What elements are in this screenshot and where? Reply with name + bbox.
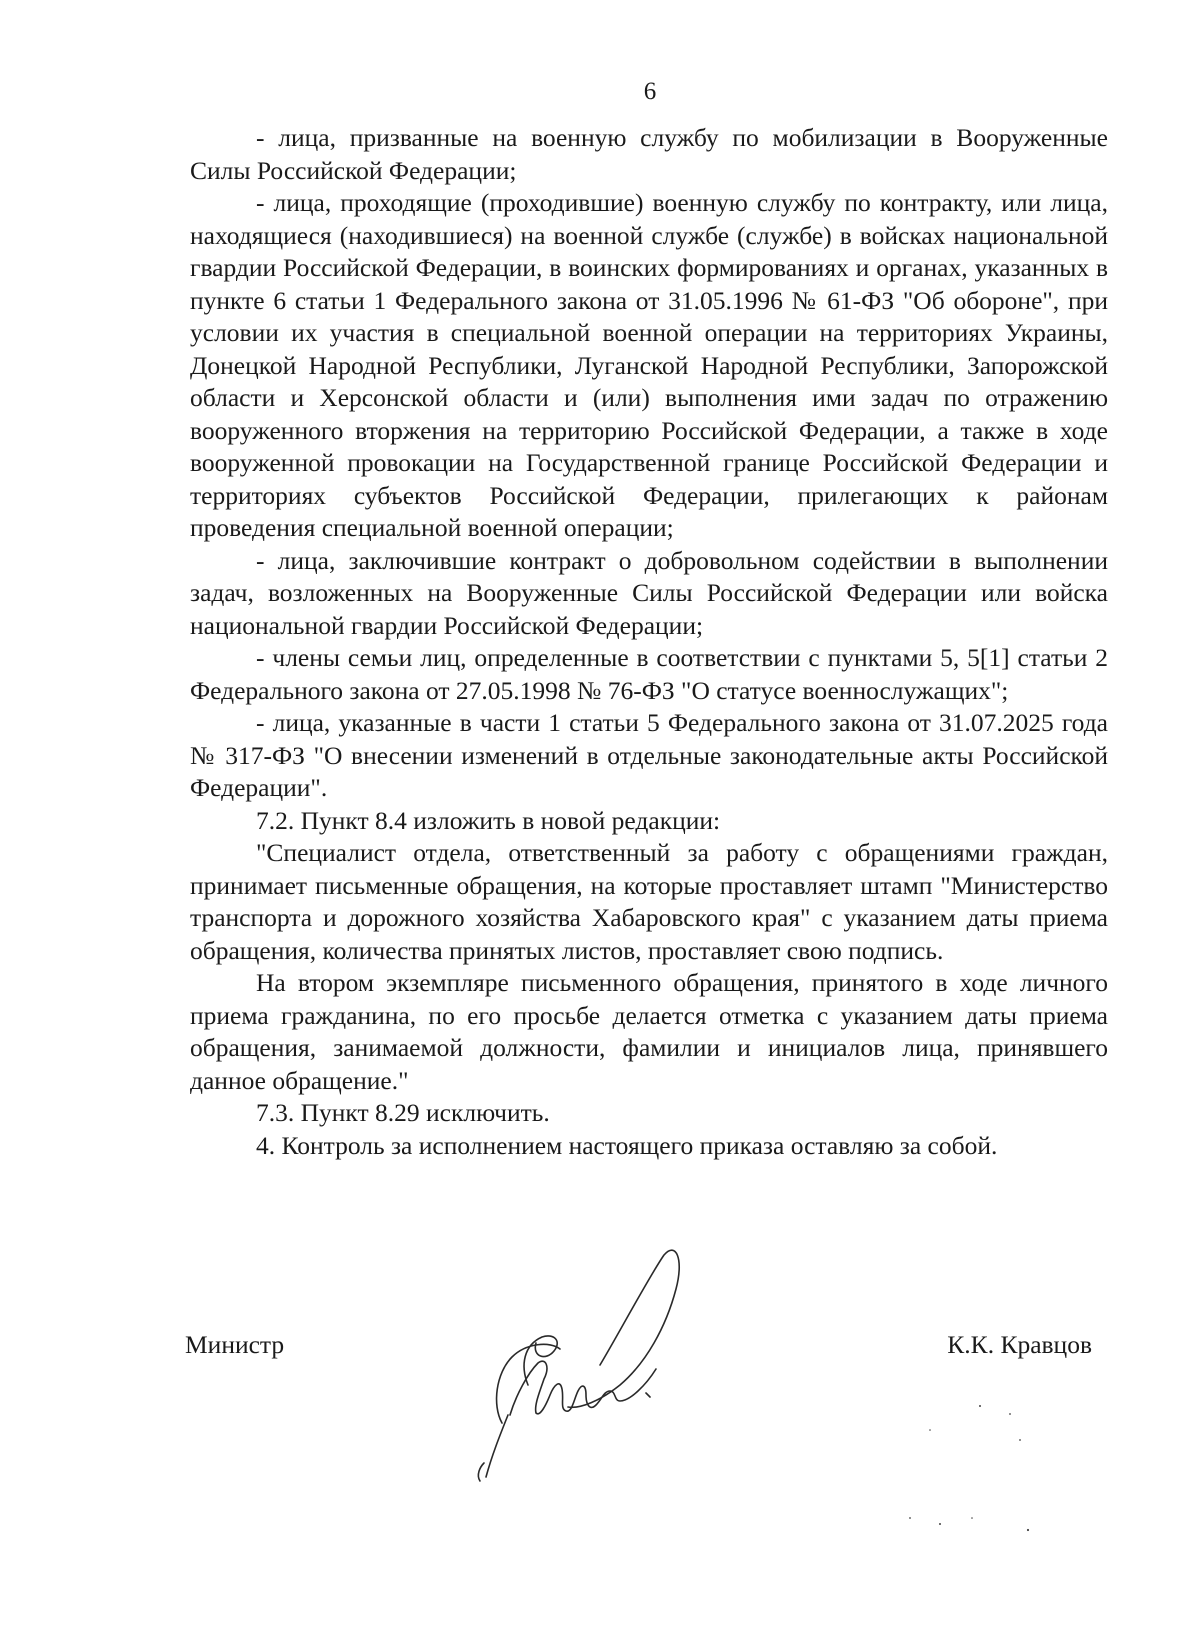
paragraph-mobilized: - лица, призванные на военную службу по мобилизации в Вооруженные Силы Российской Федерации;	[190, 123, 1108, 185]
paragraph-control: 4. Контроль за исполнением настоящего приказа оставляю за собой.	[256, 1130, 998, 1160]
document-body	[190, 122, 1108, 1162]
paragraph-volunteer-contract: - лица, заключившие контракт о добровольном содействии в выполнении задач, возложенных на Вооруженные Силы Российской Федерации или войска национальной гвардии Российской Федерации;	[190, 545, 1108, 640]
paragraph-family-members: - члены семьи лиц, определенные в соответствии с пунктами 5, 5[1] статьи 2 Федерального закона от 27.05.1998 № 76-ФЗ "О статусе военнослужащих";	[190, 643, 1108, 705]
signatory-name: К.К. Кравцов	[947, 1330, 1092, 1359]
page-number: 6	[643, 78, 657, 105]
paragraph-specialist: "Специалист отдела, ответственный за работу с обращениями граждан, принимает письменные обращения, на которые проставляет штамп "Министерство транспорта и дорожного хозяйства Хабаровского края" с указанием даты приема обращения, количества принятых листов, проставляет свою подпись.	[190, 838, 1108, 965]
paragraph-law-317: - лица, указанные в части 1 статьи 5 Федерального закона от 31.07.2025 года № 317-ФЗ "О внесении изменений в отдельные законодательные акты Российской Федерации".	[190, 708, 1108, 802]
paragraph-7-2-heading: 7.2. Пункт 8.4 изложить в новой редакции:	[256, 805, 721, 835]
signatory-title: Министр	[185, 1330, 285, 1359]
signature-block	[0, 1330, 1200, 1370]
paragraph-second-copy: На втором экземпляре письменного обращения, принятого в ходе личного приема гражданина, по его просьбе делается отметка с указанием даты приема обращения, занимаемой должности, фамилии и инициалов лица, принявшего данное обращение."	[190, 968, 1108, 1095]
scan-specks-decoration	[900, 1400, 1100, 1580]
paragraph-7-3: 7.3. Пункт 8.29 исключить.	[256, 1098, 550, 1127]
paragraph-contract-service: - лица, проходящие (проходившие) военную службу по контракту, или лица, находящиеся (находившиеся) на военной службе (службе) в войсках национальной гвардии Российской Федерации, в воинских формированиях и органах, указанных в пункте 6 статьи 1 Федерального закона от 31.05.1996 № 61-ФЗ "Об обороне", при условии их участия в специальной военной операции на территориях Украины, Донецкой Народной Республики, Луганской Народной Республики, Запорожской области и Херсонской области и (или) выполнения ими задач по отражению вооруженного вторжения на территорию Российской Федерации, а также в ходе вооруженной провокации на Государственной границе Российской Федерации и территориях субъектов Российской Федерации, прилегающих к районам проведения специальной военной операции;	[190, 188, 1108, 542]
